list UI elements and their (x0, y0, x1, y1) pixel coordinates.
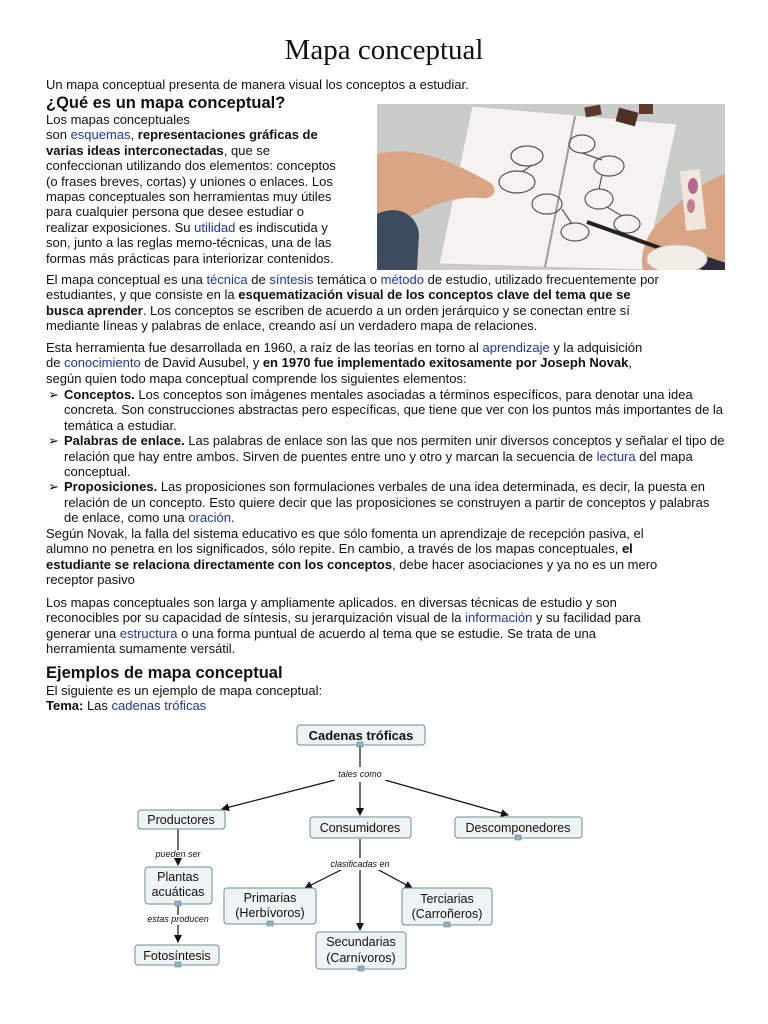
node-label: Descomponedores (465, 821, 571, 835)
link-informacion[interactable]: información (465, 610, 533, 626)
node-label: Productores (147, 813, 215, 827)
text-line: estudiante se relaciona directamente con los conceptos, debe hacer asociaciones y ya no es un mero (46, 556, 658, 572)
node-handle-icon (515, 835, 521, 840)
text-line: son, junto a las reglas memo-técnicas, una de las (46, 235, 332, 251)
node-label: Cadenas tróficas (308, 728, 414, 743)
node-label: Consumidores (319, 821, 401, 835)
node-label: Terciarias (420, 892, 474, 906)
node-label: (Carnívoros) (326, 951, 396, 965)
text-line: realizar exposiciones. Su utilidad es indiscutida y (46, 219, 328, 235)
node-label: Secundarias (326, 935, 396, 949)
text-line: según quien todo mapa conceptual comprende los siguientes elementos: (46, 370, 467, 386)
node-handle-icon (358, 966, 364, 971)
notebook-photo (377, 104, 725, 270)
link-tecnica[interactable]: técnica (206, 272, 248, 287)
link-oracion[interactable]: oración (188, 510, 231, 526)
text-line: mediante líneas y palabras de enlace, creando así un verdadero mapa de relaciones. (46, 318, 538, 334)
technique-paragraph (46, 272, 726, 334)
text-line: busca aprender. Los conceptos se escriben de acuerdo a un orden jerárquico y se conectan entre sí (46, 302, 630, 318)
link-label-tales-como: tales como (338, 769, 382, 779)
list-item: ➢ Proposiciones. Las proposiciones son formulaciones verbales de una idea determinada, es decir, la puesta en relación de un concepto. Esto quiere decir que las proposiciones se construyen a partir de conceptos y palabras de enlace, como una oración. (48, 479, 710, 526)
notebook-photo-illustration (377, 104, 725, 270)
text-line: Los mapas conceptuales son larga y ampliamente aplicados. en diversas técnicas de estudio y son (46, 595, 617, 610)
link-lectura[interactable]: lectura (596, 448, 636, 464)
arrow-bullet-icon: ➢ (48, 387, 59, 402)
link-estructura[interactable]: estructura (119, 625, 178, 641)
node-label: (Carroñeros) (411, 907, 483, 921)
section-heading-examples: Ejemplos de mapa conceptual (46, 664, 283, 682)
page-title: Mapa conceptual (284, 34, 484, 66)
elements-list (46, 387, 726, 526)
link-sintesis[interactable]: síntesis (269, 272, 314, 287)
arrow-bullet-icon: ➢ (48, 433, 59, 449)
text-line: estudiantes, y que consiste en la esquematización visual de los conceptos clave del tema que se (46, 287, 631, 303)
link-cadenas-troficas[interactable]: cadenas tróficas (111, 698, 207, 714)
concept-map-diagram (120, 715, 640, 980)
text-line: reconocibles por su capacidad de síntesis, su jerarquización visual de la información y su facilidad para (46, 610, 641, 626)
node-label: (Herbívoros) (235, 906, 305, 920)
text-line: alumno no penetra en los significados, sólo repite. En cambio, a través de los mapas conceptuales, el (46, 541, 633, 557)
text-line: Los mapas conceptuales (46, 112, 190, 127)
text-line: Según Novak, la falla del sistema educativo es que sólo fomenta un aprendizaje de recepción pasiva, el (46, 526, 644, 541)
list-item: ➢ Palabras de enlace. Las palabras de enlace son las que nos permiten unir diversos conceptos y señalar el tipo de relación que hay entre ambos. Sirven de puentes entre uno y otro y marcan la secuencia de lectura del mapa conceptual. (48, 433, 725, 480)
link-label-clasificadas-en: clasificadas en (330, 859, 390, 869)
list-item: ➢ Conceptos. Los conceptos son imágenes mentales asociadas a términos específicos, para denotar una idea concreta. Son construcciones abstractas pero específicas, que tiene que ver con los puntos más importantes de la temática a estudiar. (48, 387, 724, 433)
node-label: Fotosíntesis (143, 949, 211, 963)
applications-paragraph (46, 595, 726, 657)
text-line: (o frases breves, cortas) y uniones o enlaces. Los (46, 173, 333, 189)
node-label: Primarias (243, 891, 297, 905)
example-intro (46, 683, 726, 714)
text-line: receptor pasivo (46, 572, 135, 588)
novak-paragraph (46, 526, 726, 588)
link-label-pueden-ser: pueden ser (155, 849, 201, 859)
text-line: para cualquier persona que desee estudiar o (46, 204, 305, 220)
text-line: herramienta sumamente versátil. (46, 641, 236, 657)
section-heading-what: ¿Qué es un mapa conceptual? (46, 94, 286, 112)
history-paragraph (46, 340, 726, 386)
link-metodo[interactable]: método (380, 272, 424, 287)
text-line: mapas conceptuales son herramientas muy útiles (46, 189, 332, 205)
node-handle-icon (444, 922, 450, 927)
intro-paragraph: Un mapa conceptual presenta de manera visual los conceptos a estudiar. (46, 77, 469, 92)
text-line: de conocimiento de David Ausubel, y en 1970 fue implementado exitosamente por Joseph Novak, (46, 355, 633, 371)
text-line: Tema: Las cadenas tróficas (46, 698, 207, 714)
text-line: son esquemas, representaciones gráficas de (46, 127, 318, 143)
node-label: Plantas (157, 870, 199, 884)
node-handle-icon (267, 921, 273, 926)
text-line: formas más prácticas para interiorizar contenidos. (46, 250, 334, 266)
link-utilidad[interactable]: utilidad (194, 219, 236, 235)
definition-paragraph (46, 112, 368, 266)
node-handle-icon (175, 901, 181, 906)
text-line: generar una estructura o una forma puntual de acuerdo al tema que se estudie. Se trata de una (46, 625, 596, 641)
link-aprendizaje[interactable]: aprendizaje (482, 340, 550, 355)
link-esquemas[interactable]: esquemas (70, 127, 131, 143)
arrow-bullet-icon: ➢ (48, 479, 59, 495)
text-line: Esta herramienta fue desarrollada en 1960, a raíz de las teorías en torno al aprendizaje y la adquisición (46, 340, 643, 355)
node-label: acuáticas (151, 885, 205, 899)
text-line: confeccionan utilizando dos elementos: conceptos (46, 158, 336, 174)
link-conocimiento[interactable]: conocimiento (64, 355, 141, 371)
link-label-estas-producen: estas producen (147, 914, 209, 924)
text-line: El siguiente es un ejemplo de mapa conceptual: (46, 683, 323, 698)
text-line: El mapa conceptual es una técnica de síntesis temática o método de estudio, utilizado frecuentemente por (46, 272, 659, 287)
text-line: varias ideas interconectadas, que se (46, 142, 271, 158)
